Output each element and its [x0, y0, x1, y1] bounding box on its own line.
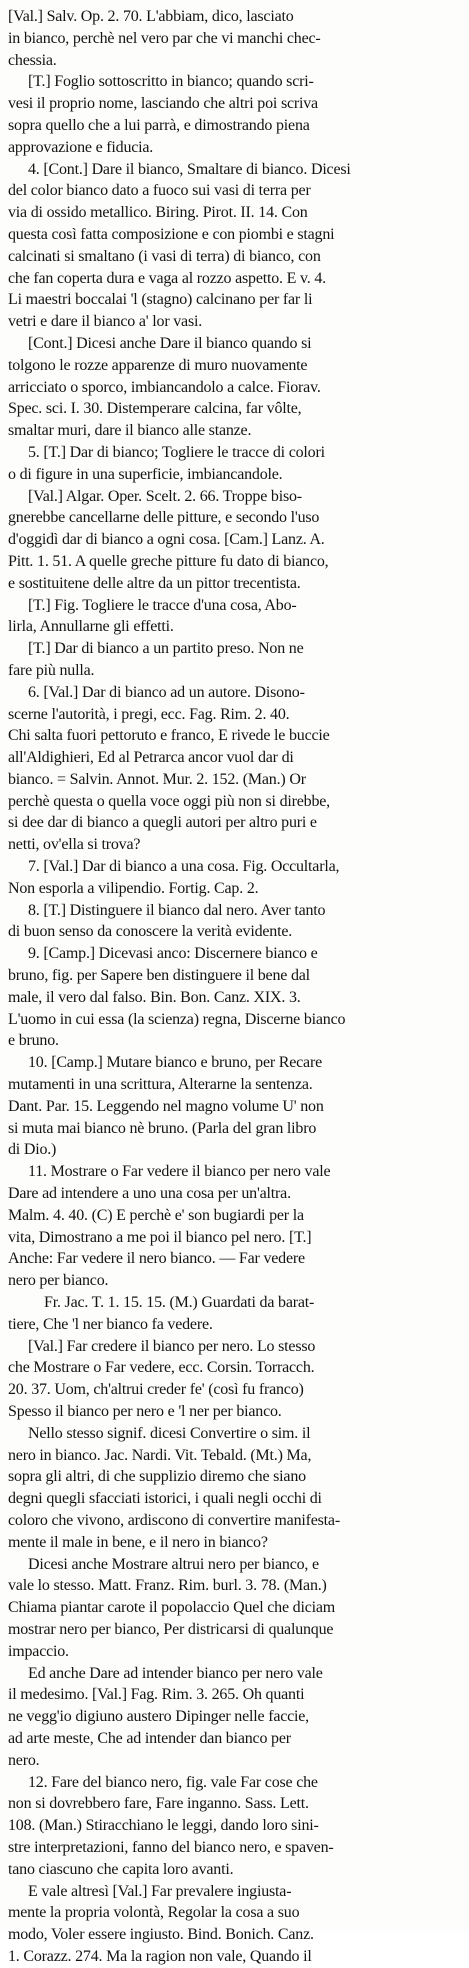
text-line: 8. [T.] Distinguere il bianco dal nero. Aver tanto: [28, 901, 326, 919]
text-line: modo, Voler essere ingiusto. Bind. Bonich. Canz.: [8, 1926, 314, 1944]
text-line: [Val.] Algar. Oper. Scelt. 2. 66. Troppe biso-: [28, 487, 302, 505]
text-line: 9. [Camp.] Dicevasi anco: Discernere bianco e: [28, 945, 318, 963]
text-line: bianco. = Salvin. Annot. Mur. 2. 152. (Man.) Or: [8, 770, 306, 788]
text-line: Li maestri boccalai 'l (stagno) calcinano per far li: [8, 291, 313, 309]
text-line: [T.] Dar di bianco a un partito preso. Non ne: [28, 640, 304, 658]
text-line: mente il male in bene, e il nero in bianco?: [8, 1533, 268, 1551]
text-line: Spesso il bianco per nero e 'l ner per bianco.: [8, 1403, 282, 1420]
text-line: questa così fatta composizione e con piombi e stagni: [8, 225, 335, 243]
text-line: mutamenti in una scrittura, Alterarne la sentenza.: [8, 1076, 313, 1094]
text-line: di buon senso da conoscere la verità evidente.: [8, 923, 293, 941]
text-line: mente la propria volontà, Regolar la cosa a suo: [8, 1904, 300, 1922]
text-line: Pitt. 1. 51. A quelle greche pitture fu dato di bianco,: [8, 552, 329, 570]
text-line: Non esporla a vilipendio. Fortig. Cap. 2.: [8, 879, 259, 897]
text-line: bruno, fig. per Sapere ben distinguere il bene dal: [8, 967, 310, 985]
text-line: 11. Mostrare o Far vedere il bianco per nero vale: [28, 1163, 331, 1181]
text-line: impaccio.: [8, 1642, 69, 1660]
text-line: [T.] Fig. Togliere le tracce d'una cosa, Abo-: [28, 596, 297, 614]
text-line: che fan coperta dura e vaga al rozzo aspetto. E v. 4.: [8, 269, 326, 287]
text-line: nero per bianco.: [8, 1272, 109, 1290]
text-line: si muta mai bianco nè bruno. (Parla del gran libro: [8, 1119, 317, 1137]
text-line: vetri e dare il bianco a' lor vasi.: [8, 313, 203, 331]
text-line: degni quegli sfacciati istorici, i quali negli occhi di: [8, 1490, 322, 1508]
text-line: che Mostrare o Far vedere, ecc. Corsin. Torracch.: [8, 1359, 315, 1377]
text-line: nero in bianco. Jac. Nardi. Vit. Tebald. (Mt.) Ma,: [8, 1446, 312, 1464]
text-line: in bianco, perchè nel vero par che vi manchi chec-: [8, 29, 321, 47]
text-line: e bruno.: [8, 1032, 59, 1050]
text-line: il medesimo. [Val.] Fag. Rim. 3. 265. Oh quanti: [8, 1686, 305, 1704]
text-line: d'oggidì dar di bianco a ogni cosa. [Cam.] Lanz. A.: [8, 531, 325, 549]
text-line: del color bianco dato a fuoco sui vasi di terra per: [8, 182, 311, 200]
text-line: di Dio.): [8, 1141, 57, 1159]
text-line: lirla, Annullarne gli effetti.: [8, 618, 174, 636]
text-line: vita, Dimostrano a me poi il bianco pel nero. [T.]: [8, 1228, 312, 1246]
text-line: Dicesi anche Mostrare altrui nero per bianco, e: [28, 1555, 319, 1573]
text-line: netti, ov'ella si trova?: [8, 836, 141, 854]
text-line: sopra gli altri, di che supplizio diremo che siano: [8, 1468, 306, 1486]
text-line: o di figure in una superficie, imbiancandole.: [8, 465, 283, 483]
text-line: approvazione e fiducia.: [8, 138, 154, 156]
text-line: nero.: [8, 1751, 40, 1769]
text-line: [T.] Foglio sottoscritto in bianco; quando scri-: [28, 73, 314, 91]
text-line: scerne l'autorità, i pregi, ecc. Fag. Rim. 2. 40.: [8, 705, 290, 723]
text-line: chessia.: [8, 51, 57, 69]
text-line: Malm. 4. 40. (C) E perchè e' son bugiardi per la: [8, 1206, 304, 1224]
text-line: Fr. Jac. T. 1. 15. 15. (M.) Guardati da barat-: [44, 1294, 315, 1312]
text-line: [Val.] Far credere il bianco per nero. Lo stesso: [28, 1337, 316, 1355]
text-line: Nello stesso signif. dicesi Convertire o sim. il: [28, 1424, 311, 1442]
text-line: male, il vero dal falso. Bin. Bon. Canz. XIX. 3.: [8, 988, 301, 1006]
text-line: Spec. sci. I. 30. Distemperare calcina, far vôlte,: [8, 400, 302, 418]
text-line: 12. Fare del bianco nero, fig. vale Far cose che: [28, 1773, 318, 1791]
text-line: E vale altresì [Val.] Far prevalere ingiusta-: [28, 1882, 292, 1900]
text-line: 4. [Cont.] Dare il bianco, Smaltare di bianco. Dicesi: [28, 160, 351, 178]
text-line: [Val.] Salv. Op. 2. 70. L'abbiam, dico, lasciato: [8, 8, 294, 25]
text-line: 7. [Val.] Dar di bianco a una cosa. Fig. Occultarla,: [28, 858, 340, 876]
text-line: tiere, Che 'l ner bianco fa vedere.: [8, 1315, 213, 1333]
text-line: Chi salta fuori pettoruto e franco, E rivede le buccie: [8, 727, 330, 745]
text-line: 108. (Man.) Stiracchiano le leggi, dando loro sini-: [8, 1817, 319, 1835]
text-line: Dant. Par. 15. Leggendo nel magno volume U' non: [8, 1097, 324, 1115]
text-line: 10. [Camp.] Mutare bianco e bruno, per Recare: [28, 1054, 322, 1072]
text-line: vesi il proprio nome, lasciando che altri poi scriva: [8, 95, 318, 113]
text-line: si dee dar di bianco a quegli autori per altro puri e: [8, 814, 317, 832]
text-line: Anche: Far vedere il nero bianco. — Far vedere: [8, 1250, 305, 1268]
text-line: tolgono le rozze apparenze di muro nuovamente: [8, 356, 308, 374]
text-line: 20. 37. Uom, ch'altrui creder fe' (così fu franco): [8, 1381, 304, 1399]
text-line: fare più nulla.: [8, 661, 95, 679]
text-line: mostrar nero per bianco, Per districarsi di qualunque: [8, 1620, 334, 1638]
text-line: Dare ad intendere a uno una cosa per un'altra.: [8, 1185, 291, 1203]
text-line: tano ciascuno che capita loro avanti.: [8, 1860, 234, 1878]
text-line: non si dovrebbero fare, Fare inganno. Sass. Lett.: [8, 1795, 309, 1813]
text-line: e sostituitene delle altre da un pittor trecentista.: [8, 574, 301, 592]
text-line: coloro che vivono, ardiscono di convertire manifesta-: [8, 1511, 340, 1529]
text-line: Ed anche Dare ad intender bianco per nero vale: [28, 1664, 323, 1682]
text-line: sopra quello che a lui parrà, e dimostrando piena: [8, 116, 310, 134]
text-line: via di ossido metallico. Biring. Pirot. II. 14. Con: [8, 204, 308, 222]
text-line: 6. [Val.] Dar di bianco ad un autore. Disono-: [28, 683, 305, 701]
text-line: [Cont.] Dicesi anche Dare il bianco quando si: [28, 334, 312, 352]
text-line: stre interpretazioni, fanno del bianco nero, e spaven-: [8, 1838, 334, 1856]
text-line: arricciato o sporco, imbiancandolo a calce. Fiorav.: [8, 378, 321, 396]
text-line: L'uomo in cui essa (la scienza) regna, Discerne bianco: [8, 1010, 346, 1028]
text-line: 5. [T.] Dar di bianco; Togliere le tracce di colori: [28, 443, 325, 461]
text-line: smaltar muri, dare il bianco alle stanze.: [8, 422, 252, 440]
text-line: Chiama piantar carote il popolaccio Quel che diciam: [8, 1599, 335, 1617]
text-line: ad arte meste, Che ad intender dan bianco per: [8, 1729, 291, 1747]
text-line: 1. Corazz. 274. Ma la ragion non vale, Quando il: [8, 1947, 312, 1965]
text-line: ne vegg'io digiuno austero Dipinger nelle faccie,: [8, 1708, 309, 1726]
text-line: perchè questa o quella voce oggi più non si direbbe,: [8, 792, 330, 810]
text-line: calcinati si smaltano (i vasi di terra) di bianco, con: [8, 247, 321, 265]
text-line: vale lo stesso. Matt. Franz. Rim. burl. 3. 78. (Man.): [8, 1577, 327, 1595]
text-line: gnerebbe cancellarne delle pitture, e secondo l'uso: [8, 509, 320, 527]
text-column: [8, 6, 463, 1968]
text-line: all'Aldighieri, Ed al Petrarca ancor vuol dar di: [8, 749, 294, 767]
